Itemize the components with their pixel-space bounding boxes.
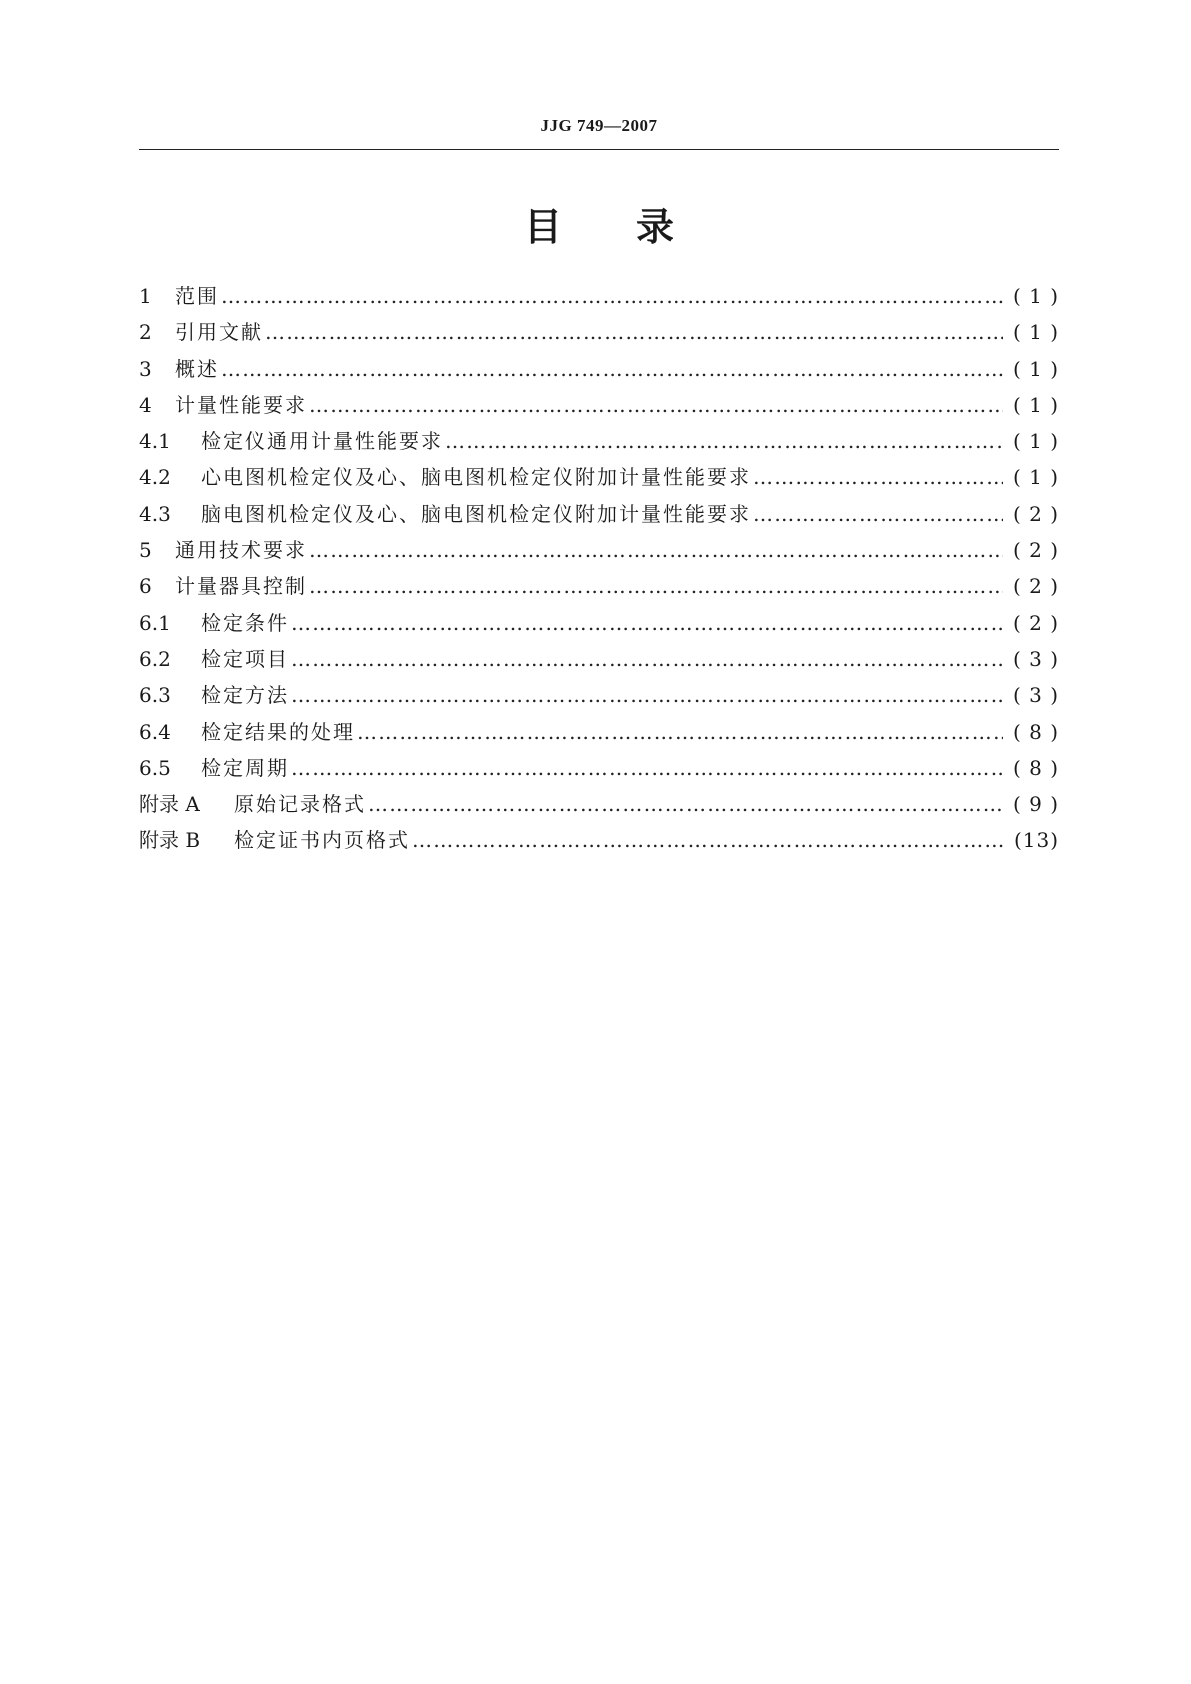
toc-entry-6[interactable] <box>139 568 1059 604</box>
toc-entry-label: 计量性能要求 <box>175 392 307 417</box>
toc-entry-4[interactable] <box>139 387 1059 423</box>
toc-entry-number: 6.5 <box>139 755 171 780</box>
toc-entry-page: ( 1 ) <box>1012 429 1059 454</box>
toc-entry-number: 6.3 <box>139 683 171 708</box>
toc-dot-leader <box>265 314 1003 350</box>
toc-dot-leader <box>291 605 1003 641</box>
toc-dot-leader <box>291 677 1003 713</box>
toc-entry-number: 6.4 <box>139 719 171 744</box>
toc-entry-4-2[interactable] <box>139 459 1059 495</box>
toc-entry-page: ( 9 ) <box>1012 792 1059 817</box>
toc-entry-number: 4.1 <box>139 429 171 454</box>
table-of-contents <box>139 278 1059 859</box>
toc-dot-leader <box>309 532 1003 568</box>
toc-entry-label: 脑电图机检定仪及心、脑电图机检定仪附加计量性能要求 <box>201 501 751 526</box>
toc-entry-number: 2 <box>139 320 152 345</box>
toc-entry-page: ( 8 ) <box>1012 755 1059 780</box>
toc-entry-label: 范围 <box>175 284 219 308</box>
toc-entry-number: 4 <box>139 392 152 417</box>
toc-dot-leader <box>309 387 1003 423</box>
toc-entry-label: 检定周期 <box>201 755 289 780</box>
toc-dot-leader <box>753 459 1003 495</box>
toc-entry-number: 附录 A <box>139 792 200 817</box>
toc-entry-number: 6.2 <box>139 646 171 671</box>
toc-entry-3[interactable] <box>139 351 1059 387</box>
toc-entry-number: 3 <box>139 356 152 381</box>
toc-entry-page: ( 1 ) <box>1012 284 1059 308</box>
toc-entry-number: 附录 B <box>139 828 201 853</box>
toc-entry-label: 概述 <box>175 356 219 381</box>
toc-entry-4-1[interactable] <box>139 423 1059 459</box>
toc-entry-6-2[interactable] <box>139 641 1059 677</box>
toc-entry-number: 4.3 <box>139 501 171 526</box>
toc-entry-number: 6 <box>139 574 152 599</box>
toc-entry-label: 检定条件 <box>201 610 289 635</box>
toc-entry-label: 引用文献 <box>175 320 263 345</box>
toc-entry-page: ( 2 ) <box>1012 501 1059 526</box>
toc-entry-6-3[interactable] <box>139 677 1059 713</box>
toc-entry-label: 心电图机检定仪及心、脑电图机检定仪附加计量性能要求 <box>201 465 751 490</box>
toc-entry-page: (13) <box>1013 828 1059 853</box>
toc-entry-label: 通用技术要求 <box>175 538 307 563</box>
toc-entry-label: 检定证书内页格式 <box>234 828 410 853</box>
toc-entry-label: 检定仪通用计量性能要求 <box>201 429 443 454</box>
toc-entry-page: ( 1 ) <box>1012 320 1059 345</box>
toc-dot-leader <box>368 786 1003 822</box>
toc-entry-6-1[interactable] <box>139 605 1059 641</box>
toc-dot-leader <box>221 351 1003 387</box>
toc-entry-page: ( 2 ) <box>1012 610 1059 635</box>
toc-entry-label: 检定项目 <box>201 646 289 671</box>
toc-title: 目录 <box>523 205 748 249</box>
toc-entry-5[interactable] <box>139 532 1059 568</box>
toc-entry-4-3[interactable] <box>139 496 1059 532</box>
toc-entry-appendix-a[interactable] <box>139 786 1059 822</box>
toc-entry-page: ( 1 ) <box>1012 465 1059 490</box>
toc-entry-1[interactable] <box>139 278 1059 314</box>
page-header-standard-code: JJG 749—2007 <box>540 116 658 135</box>
toc-dot-leader <box>291 750 1003 786</box>
toc-entry-number: 6.1 <box>139 610 171 635</box>
toc-entry-page: ( 2 ) <box>1012 538 1059 563</box>
toc-entry-page: ( 3 ) <box>1012 683 1059 708</box>
toc-entry-6-4[interactable] <box>139 714 1059 750</box>
toc-dot-leader <box>412 822 1003 858</box>
toc-entry-label: 检定结果的处理 <box>201 719 355 744</box>
toc-entry-page: ( 3 ) <box>1012 646 1059 671</box>
toc-entry-page: ( 1 ) <box>1012 356 1059 381</box>
toc-entry-number: 1 <box>139 284 152 308</box>
toc-dot-leader <box>445 423 1003 459</box>
header-rule <box>139 149 1059 150</box>
toc-entry-number: 4.2 <box>139 465 171 490</box>
toc-dot-leader <box>291 641 1003 677</box>
toc-entry-2[interactable] <box>139 314 1059 350</box>
toc-entry-label: 计量器具控制 <box>175 574 307 599</box>
toc-dot-leader <box>309 568 1003 604</box>
toc-dot-leader <box>221 278 1003 314</box>
toc-entry-page: ( 1 ) <box>1012 392 1059 417</box>
toc-entry-6-5[interactable] <box>139 750 1059 786</box>
toc-dot-leader <box>753 496 1003 532</box>
toc-entry-label: 检定方法 <box>201 683 289 708</box>
toc-entry-label: 原始记录格式 <box>234 792 366 817</box>
toc-entry-number: 5 <box>139 538 152 563</box>
toc-dot-leader <box>357 714 1003 750</box>
toc-entry-page: ( 2 ) <box>1012 574 1059 599</box>
toc-entry-appendix-b[interactable] <box>139 822 1059 858</box>
toc-entry-page: ( 8 ) <box>1012 719 1059 744</box>
